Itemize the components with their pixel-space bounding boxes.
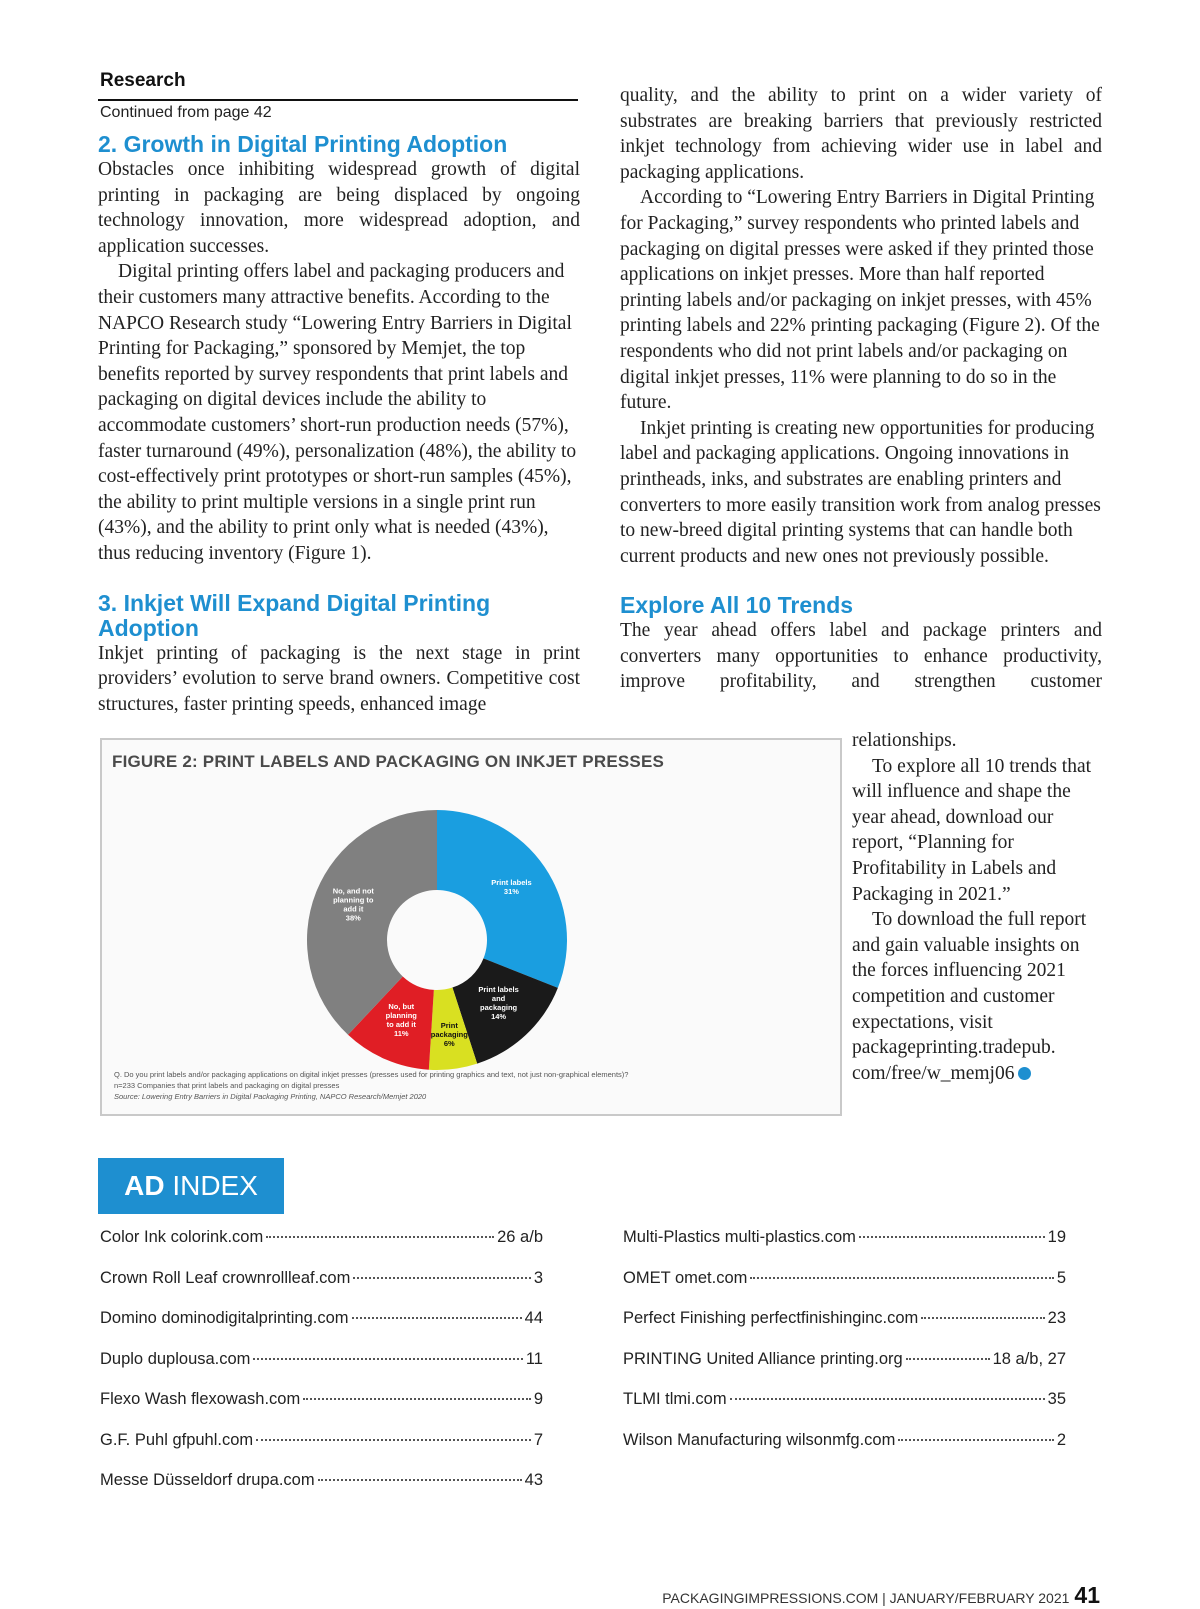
paragraph: Digital printing offers label and packaging producers and their customers many attractive benefits. According to the NAPCO Research study “Lowering Entry Barriers in Digital Printing for Packaging,” sponsored by Memjet, the top benefits reported by survey respondents that print labels and packaging on digital devices include the ability to accommodate customers’ short-run production needs (57%), faster turnaround (49%), personalization (48%), the ability to cost-effectively print prototypes or short-run samples (45%), the ability to print multiple versions in a single print run (43%), and the ability to print only what is needed (43%), thus reducing inventory (Figure 1). xyxy=(98,261,577,564)
ad-index-entry xyxy=(623,1228,1066,1247)
ad-index-title: AD INDEX xyxy=(98,1158,284,1214)
page-number: 41 xyxy=(1074,1582,1100,1608)
page-reference: 18 a/b, 27 xyxy=(992,1349,1066,1368)
slice-label: Print packaging 6% xyxy=(430,1021,468,1049)
advertiser-name: Wilson Manufacturing wilsonmfg.com xyxy=(623,1430,896,1449)
advertiser-name: PRINTING United Alliance printing.org xyxy=(623,1349,903,1368)
download-text: To download the full report and gain valuable insights on the forces influencing 2021 competition and customer expectations, visit packageprinting.tradepub. com/free/w_memj06 xyxy=(852,909,1087,1084)
dot-leader xyxy=(352,1317,522,1319)
advertiser-name: OMET omet.com xyxy=(623,1268,748,1287)
slice-label: Print labels and packaging 14% xyxy=(478,985,519,1022)
page-reference: 7 xyxy=(533,1430,543,1449)
chart-sample-note: n=233 Companies that print labels and packaging on digital presses xyxy=(114,1081,340,1090)
page-reference: 11 xyxy=(525,1349,543,1368)
page-reference: 3 xyxy=(533,1268,543,1287)
continued-note: Continued from page 42 xyxy=(100,104,272,121)
donut-chart xyxy=(102,740,840,1114)
advertiser-name: Multi-Plastics multi-plastics.com xyxy=(623,1228,856,1246)
dot-leader xyxy=(906,1358,990,1360)
page-reference: 43 xyxy=(524,1471,543,1489)
right-narrow-column xyxy=(852,728,1102,1086)
paragraph: To explore all 10 trends that will influence and shape the year ahead, download our report, “Planning for Profitability in Labels and Packaging in 2021.” xyxy=(852,755,1092,905)
figure-2 xyxy=(100,738,842,1116)
paragraph: relationships. xyxy=(852,730,957,751)
heading-explore: Explore All 10 Trends xyxy=(620,592,854,619)
right-column xyxy=(620,83,1102,695)
advertiser-name: Domino dominodigitalprinting.com xyxy=(100,1309,349,1327)
dot-leader xyxy=(859,1236,1045,1238)
advertiser-name: Perfect Finishing perfectfinishinginc.com xyxy=(623,1309,919,1327)
page-reference: 2 xyxy=(1056,1430,1066,1449)
dot-leader xyxy=(318,1479,522,1481)
dot-leader xyxy=(730,1398,1045,1400)
page-reference: 35 xyxy=(1047,1390,1066,1408)
pie-slice xyxy=(437,810,567,988)
page-reference: 5 xyxy=(1056,1268,1066,1287)
ad-index-entry xyxy=(100,1269,543,1288)
ad-index-entry xyxy=(623,1431,1066,1450)
ad-index-entry xyxy=(100,1350,543,1369)
ad-index-entry xyxy=(100,1390,543,1409)
advertiser-name: TLMI tlmi.com xyxy=(623,1390,727,1408)
paragraph: Obstacles once inhibiting widespread growth of digital printing in packaging are being displaced by ongoing technology innovation, more widespread adoption, and application successes. xyxy=(98,159,580,257)
paragraph xyxy=(852,907,1102,1086)
left-column xyxy=(98,132,580,717)
slice-label: No, but planning to add it 11% xyxy=(385,1002,417,1039)
heading-inkjet: 3. Inkjet Will Expand Digital Printing Adoption xyxy=(98,589,491,641)
dot-leader xyxy=(353,1277,530,1279)
paragraph: Inkjet printing of packaging is the next stage in print providers’ evolution to serve brand owners. Competitive cost structures, faster printing speeds, enhanced image xyxy=(98,642,580,715)
dot-leader xyxy=(253,1358,522,1360)
chart-title: FIGURE 2: PRINT LABELS AND PACKAGING ON INKJET PRESSES xyxy=(112,752,665,771)
advertiser-name: Crown Roll Leaf crownrollleaf.com xyxy=(100,1268,351,1287)
paragraph: The year ahead offers label and package printers and converters many opportunities to enhance productivity, improve profitability, and strengthen customer xyxy=(620,620,1102,693)
paragraph: According to “Lowering Entry Barriers in Digital Printing for Packaging,” survey respondents who printed labels and packaging on digital presses were asked if they printed those applications on inkjet presses. More than half reported printing labels and/or packaging on inkjet presses, with 45% printing labels and 22% printing packaging (Figure 2). Of the respondents who did not print labels and/or packaging on digital inkjet presses, 11% were planning to do so in the future. xyxy=(620,187,1100,414)
ad-index-entry xyxy=(623,1269,1066,1288)
ad-index-entry xyxy=(100,1471,543,1490)
page-footer xyxy=(662,1582,1100,1609)
footer-text: PACKAGINGIMPRESSIONS.COM | JANUARY/FEBRUARY 2021 xyxy=(662,1590,1070,1606)
end-mark-icon xyxy=(1018,1067,1031,1080)
paragraph: Inkjet printing is creating new opportunities for producing label and packaging applications. Ongoing innovations in printheads, inks, and substrates are enabling printers and converters to more easily transition work from analog presses to new-breed digital printing systems that can handle both current products and new ones not previously possible. xyxy=(620,417,1101,567)
chart-source-note: Source: Lowering Entry Barriers in Digital Packaging Printing, NAPCO Research/Memjet 2020 xyxy=(114,1092,427,1101)
page-reference: 26 a/b xyxy=(497,1228,543,1246)
advertiser-name: Flexo Wash flexowash.com xyxy=(100,1390,301,1408)
advertiser-name: Duplo duplousa.com xyxy=(100,1349,251,1368)
advertiser-name: Messe Düsseldorf drupa.com xyxy=(100,1471,315,1489)
section-label: Research xyxy=(100,70,186,91)
dot-leader xyxy=(898,1439,1053,1441)
page-reference: 19 xyxy=(1047,1228,1066,1246)
dot-leader xyxy=(303,1398,531,1400)
page-reference: 44 xyxy=(524,1309,543,1327)
section-divider xyxy=(98,99,578,101)
advertiser-name: Color Ink colorink.com xyxy=(100,1228,264,1246)
chart-question-note: Q. Do you print labels and/or packaging applications on digital inkjet presses (presses used for printing graphics and text, not just non-graphical elements)? xyxy=(114,1070,629,1079)
ad-index-entry xyxy=(100,1228,543,1247)
ad-index-entry xyxy=(623,1390,1066,1409)
page-reference: 23 xyxy=(1047,1309,1066,1327)
ad-index-entry xyxy=(623,1350,1066,1369)
dot-leader xyxy=(750,1277,1053,1279)
slice-label: No, and not planning to add it 38% xyxy=(332,886,374,923)
heading-growth: 2. Growth in Digital Printing Adoption xyxy=(98,131,508,157)
page-reference: 9 xyxy=(533,1390,543,1408)
slice-label: Print labels 31% xyxy=(491,877,532,896)
dot-leader xyxy=(266,1236,494,1238)
ad-index-entry xyxy=(100,1309,543,1328)
ad-index-entry xyxy=(623,1309,1066,1328)
paragraph: quality, and the ability to print on a wider variety of substrates are breaking barriers that previously restricted inkjet technology from achieving wider use in label and packaging applications. xyxy=(620,85,1102,183)
advertiser-name: G.F. Puhl gfpuhl.com xyxy=(100,1430,254,1449)
ad-index-entry xyxy=(100,1431,543,1450)
dot-leader xyxy=(921,1317,1044,1319)
dot-leader xyxy=(256,1439,531,1441)
